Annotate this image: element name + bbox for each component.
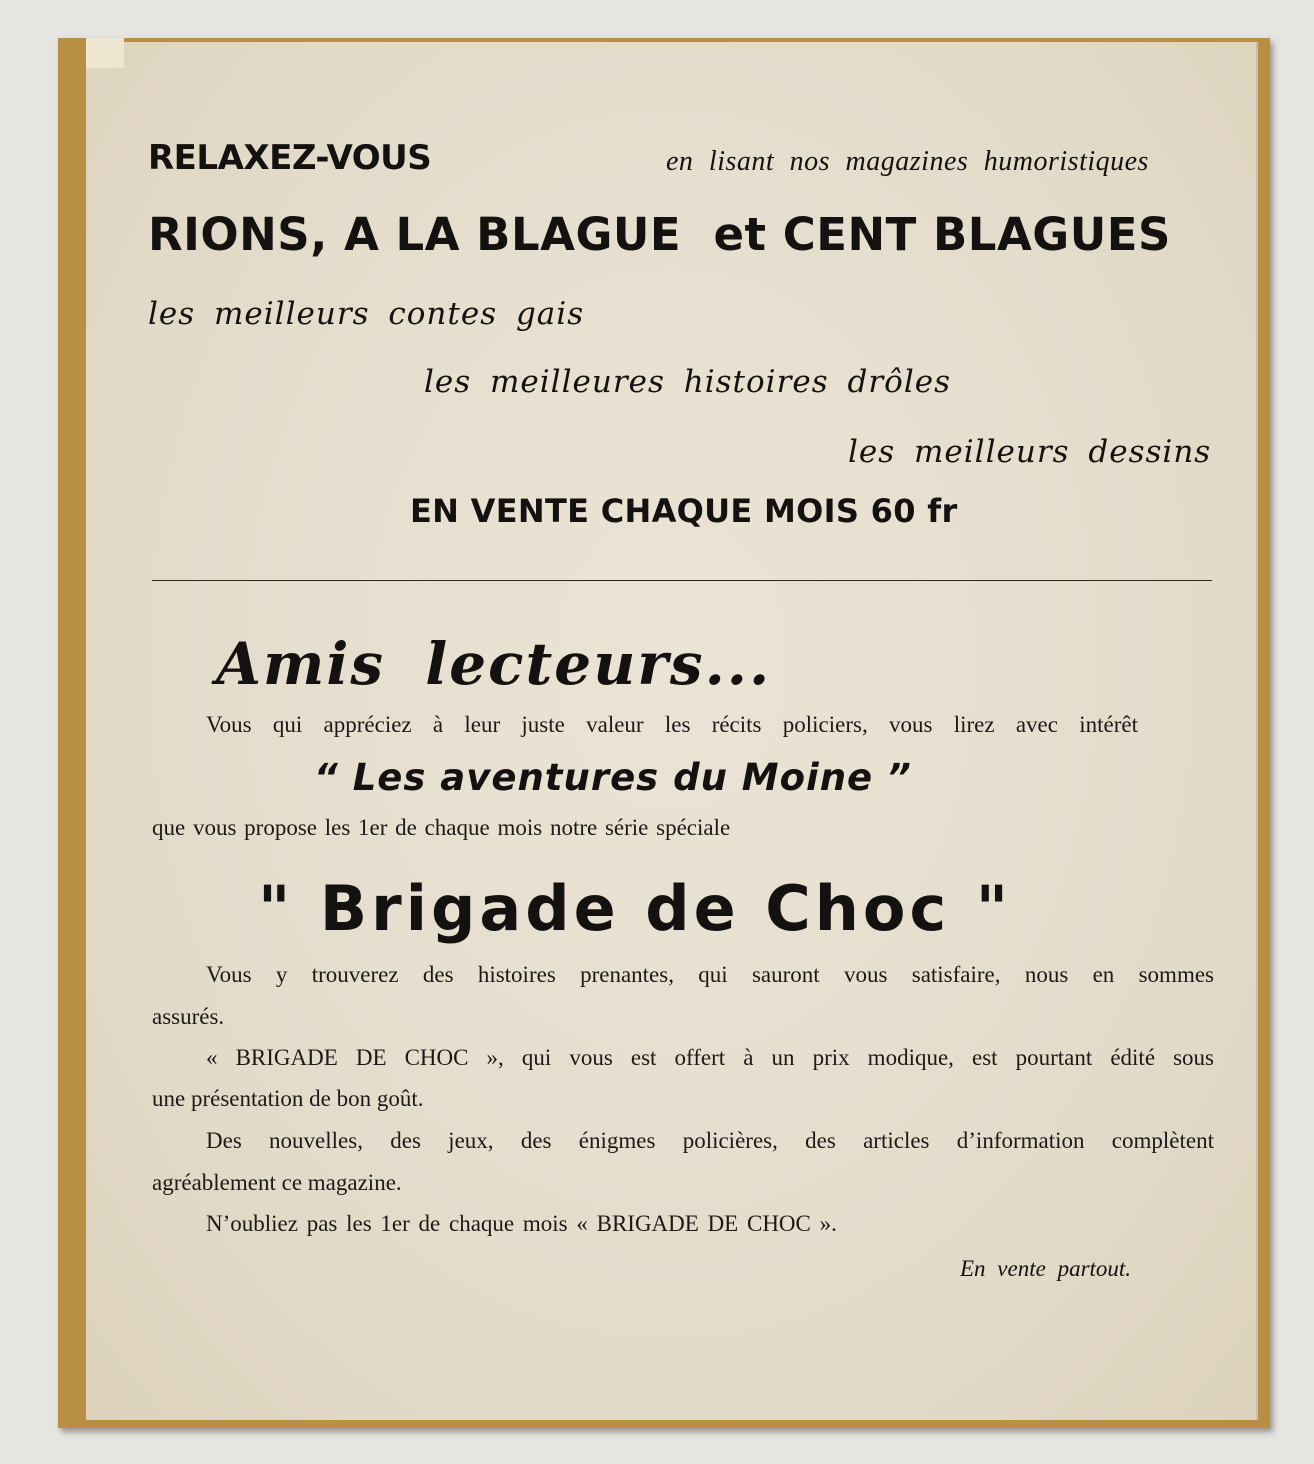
paragraph-prix-line1: « BRIGADE DE CHOC », qui vous est offert à un prix modique, est pourtant édité sous xyxy=(206,1045,1214,1070)
tagline-dessins: les meilleurs dessins xyxy=(848,434,1212,470)
tagline-histoires: les meilleures histoires drôles xyxy=(424,364,951,400)
paragraph-contenu-line1: Des nouvelles, des jeux, des énigmes policières, des articles d’information complètent xyxy=(206,1128,1214,1153)
paragraph-prix-line2: une présentation de bon goût. xyxy=(152,1086,424,1111)
paragraph-contenu-line2: agréablement ce magazine. xyxy=(152,1170,402,1195)
page-corner xyxy=(86,38,124,68)
intro-paragraph: Vous qui appréciez à leur juste valeur les récits policiers, vous lirez avec intérêt xyxy=(206,712,1138,737)
paragraph-histoires-line1: Vous y trouverez des histoires prenantes, qui sauront vous satisfaire, nous en sommes xyxy=(206,962,1214,987)
divider-line xyxy=(152,580,1212,581)
reading-tagline: en lisant nos magazines humoristiques xyxy=(666,146,1149,177)
reminder-paragraph: N’oubliez pas les 1er de chaque mois « BRIGADE DE CHOC ». xyxy=(206,1211,837,1236)
footer-on-sale: En vente partout. xyxy=(960,1256,1132,1281)
sale-price: EN VENTE CHAQUE MOIS 60 fr xyxy=(410,492,958,530)
tagline-contes: les meilleurs contes gais xyxy=(148,296,585,332)
relax-heading: RELAXEZ-VOUS xyxy=(148,138,432,178)
series-intro: que vous propose les 1er de chaque mois notre série spéciale xyxy=(152,815,731,840)
greeting-heading: Amis lecteurs... xyxy=(216,630,772,698)
magazine-titles: RIONS, A LA BLAGUE et CENT BLAGUES xyxy=(148,208,1171,261)
series-title: “ Les aventures du Moine ” xyxy=(314,756,912,799)
paragraph-histoires-line2: assurés. xyxy=(152,1004,225,1029)
magazine-title: " Brigade de Choc " xyxy=(258,872,1013,945)
